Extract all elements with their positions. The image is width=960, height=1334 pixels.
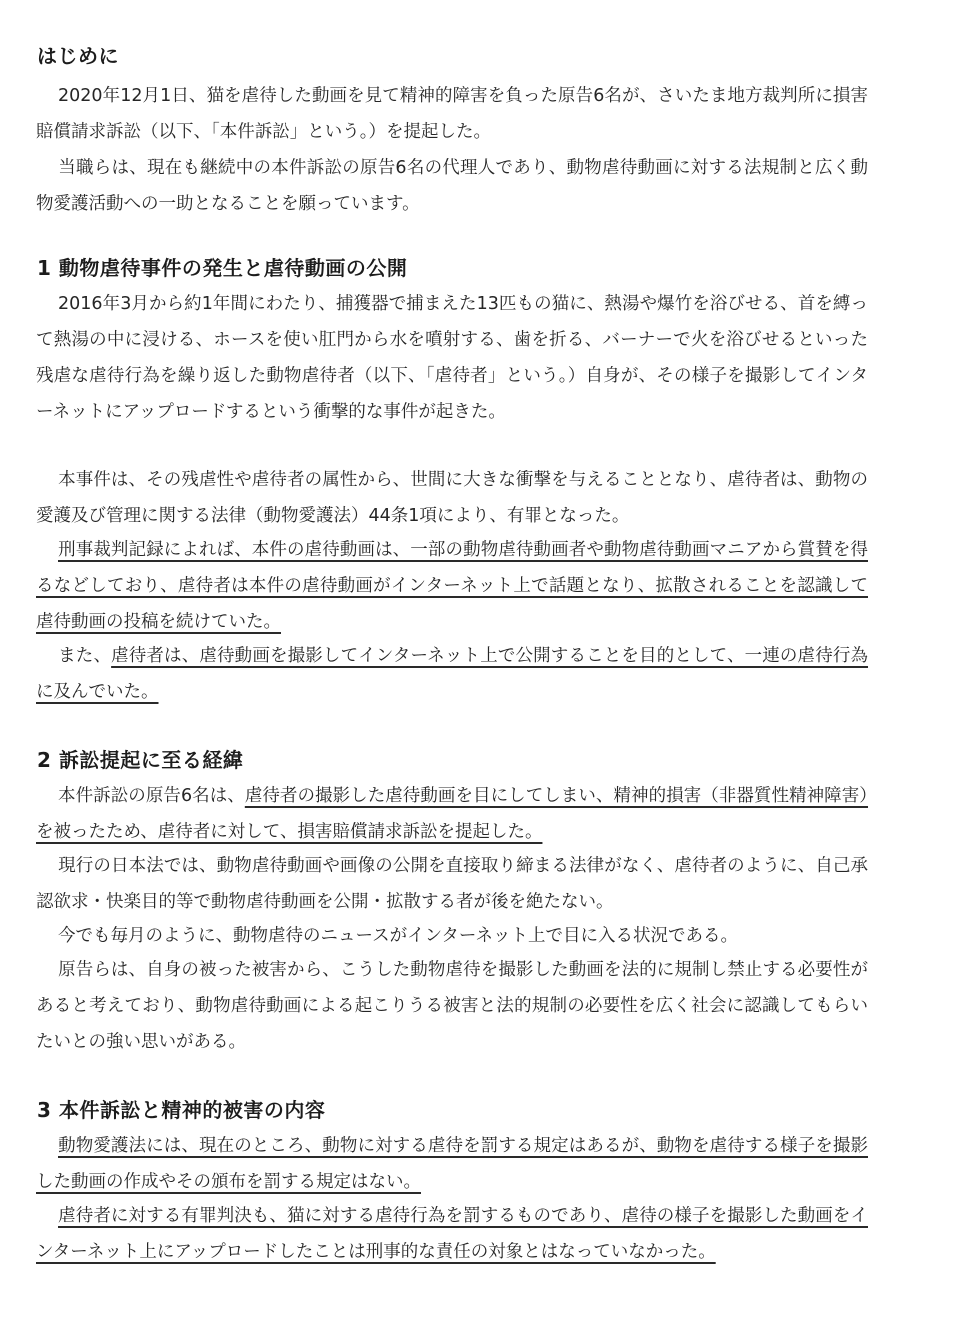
intro-paragraph-1 — [36, 78, 868, 150]
section-1-paragraph-1 — [36, 286, 868, 430]
intro-paragraph-2 — [36, 150, 868, 222]
section-2-paragraph-1-underlined: 虐待者の撮影した虐待動画を目にしてしまい、精神的損害（非器質性精神障害）を被ったため、虐待者に対して、損害賠償請求訴訟を提起した。 — [36, 786, 869, 842]
section-2-paragraph-2 — [36, 848, 868, 920]
section-2-paragraph-3 — [36, 918, 868, 954]
section-3-paragraph-1-underlined: 動物愛護法には、現在のところ、動物に対する虐待を罰する規定はあるが、動物を虐待する様子を撮影した動画の作成やその頒布を罰する規定はない。 — [36, 1136, 868, 1192]
section-1-paragraph-3 — [36, 532, 868, 640]
section-1-paragraph-2-text: 本事件は、その残虐性や虐待者の属性から、世間に大きな衝撃を与えることとなり、虐待者は、動物の愛護及び管理に関する法律（動物愛護法）44条1項により、有罪となった。 — [36, 470, 868, 526]
section-2-heading: 2 訴訟提起に至る経緯 — [37, 748, 244, 772]
section-2-paragraph-2-text: 現行の日本法では、動物虐待動画や画像の公開を直接取り締まる法律がなく、虐待者のように、自己承認欲求・快楽目的等で動物虐待動画を公開・拡散する者が後を絶たない。 — [36, 856, 868, 912]
section-1-paragraph-1-text: 2016年3月から約1年間にわたり、捕獲器で捕まえた13匹もの猫に、熱湯や爆竹を浴びせる、首を縛って熱湯の中に浸ける、ホースを使い肛門から水を噴射する、歯を折る、バーナーで火を浴びせるといった残虐な虐待行為を繰り返した動物虐待者（以下、「虐待者」という。）自身が、その様子を撮影してインターネットにアップロードするという衝撃的な事件が起きた。 — [36, 294, 868, 422]
section-1-paragraph-4-text: また、 — [58, 646, 112, 666]
section-1-paragraph-4 — [36, 638, 868, 710]
section-2-paragraph-4-text: 原告らは、自身の被った被害から、こうした動物虐待を撮影した動画を法的に規制し禁止する必要性があると考えており、動物虐待動画による起こりうる被害と法的規制の必要性を広く社会に認識してもらいたいとの強い思いがある。 — [36, 960, 868, 1052]
intro-heading: はじめに — [37, 44, 119, 68]
section-3-paragraph-2-underlined: 虐待者に対する有罪判決も、猫に対する虐待行為を罰するものであり、虐待の様子を撮影した動画をインターネット上にアップロードしたことは刑事的な責任の対象とはなっていなかった。 — [36, 1206, 868, 1262]
section-1-paragraph-4-underlined: 虐待者は、虐待動画を撮影してインターネット上で公開することを目的として、一連の虐待行為に及んでいた。 — [36, 646, 869, 702]
section-3-heading: 3 本件訴訟と精神的被害の内容 — [37, 1098, 326, 1122]
section-1-paragraph-3-underlined: 刑事裁判記録によれば、本件の虐待動画は、一部の動物虐待動画者や動物虐待動画マニアから賞賛を得るなどしており、虐待者は本件の虐待動画がインターネット上で話題となり、拡散されることを認識して虐待動画の投稿を続けていた。 — [36, 540, 868, 632]
section-3-paragraph-1 — [36, 1128, 868, 1200]
section-3-paragraph-2 — [36, 1198, 868, 1270]
section-2-paragraph-1-text: 本件訴訟の原告6名は、 — [58, 786, 245, 806]
section-2-paragraph-4 — [36, 952, 868, 1060]
section-2-paragraph-3-text: 今でも毎月のように、動物虐待のニュースがインターネット上で目に入る状況である。 — [58, 926, 739, 946]
intro-paragraph-1-text: 2020年12月1日、猫を虐待した動画を見て精神的障害を負った原告6名が、さいたま地方裁判所に損害賠償請求訴訟（以下、「本件訴訟」という。）を提起した。 — [36, 86, 868, 142]
section-2-paragraph-1 — [36, 778, 868, 850]
section-1-paragraph-2 — [36, 462, 868, 534]
section-1-heading: 1 動物虐待事件の発生と虐待動画の公開 — [37, 256, 408, 280]
intro-paragraph-2-text: 当職らは、現在も継続中の本件訴訟の原告6名の代理人であり、動物虐待動画に対する法規制と広く動物愛護活動への一助となることを願っています。 — [36, 158, 868, 214]
